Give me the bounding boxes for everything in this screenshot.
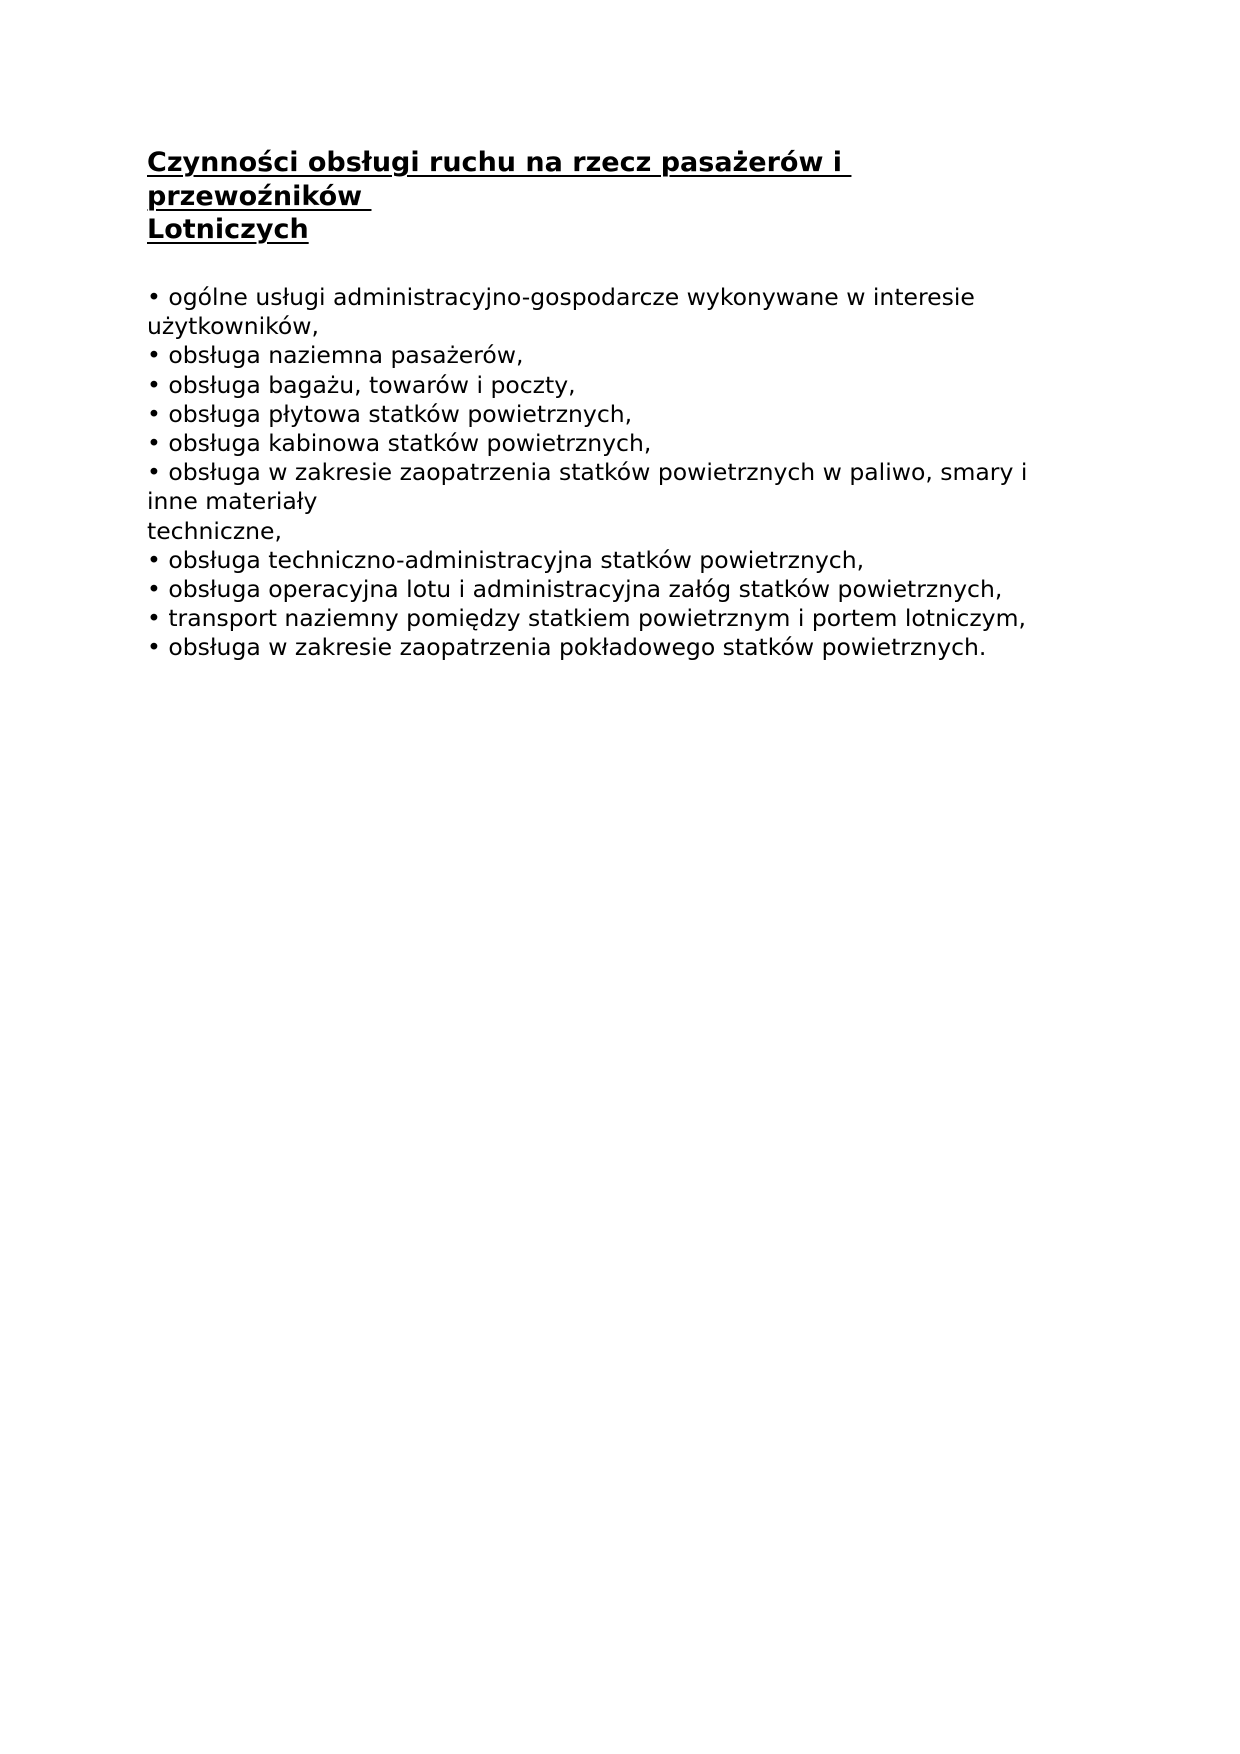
title-line <box>147 146 1047 180</box>
list-line: • obsługa w zakresie zaopatrzenia pokładowego statków powietrznych. <box>147 633 987 662</box>
list-line: • obsługa bagażu, towarów i poczty, <box>147 370 576 399</box>
list-line: • obsługa operacyjna lotu i administracyjna załóg statków powietrznych, <box>147 575 1003 604</box>
list-line: inne materiały <box>147 487 318 516</box>
list-line: • ogólne usługi administracyjno-gospodarcze wykonywane w interesie <box>147 283 975 311</box>
list-line: techniczne, <box>147 516 282 545</box>
list-line: • transport naziemny pomiędzy statkiem powietrznym i portem lotniczym, <box>147 604 1026 633</box>
services-list <box>147 283 1097 663</box>
title-line-text: przewoźników <box>147 180 372 212</box>
list-line: • obsługa naziemna pasażerów, <box>147 341 524 370</box>
list-line: • obsługa kabinowa statków powietrznych, <box>147 429 652 458</box>
title-line-text: Lotniczych <box>147 214 309 245</box>
list-line: • obsługa techniczno-administracyjna statków powietrznych, <box>147 545 865 574</box>
list-line: • obsługa płytowa statków powietrznych, <box>147 399 633 428</box>
list-line: • obsługa w zakresie zaopatrzenia statków powietrznych w paliwo, smary i <box>147 458 1028 487</box>
document-title <box>147 146 1047 247</box>
title-line <box>147 180 1047 214</box>
list-line: użytkowników, <box>147 312 319 341</box>
title-line-text: Czynności obsługi ruchu na rzecz pasażerów i <box>147 147 852 178</box>
title-line <box>147 213 1047 247</box>
